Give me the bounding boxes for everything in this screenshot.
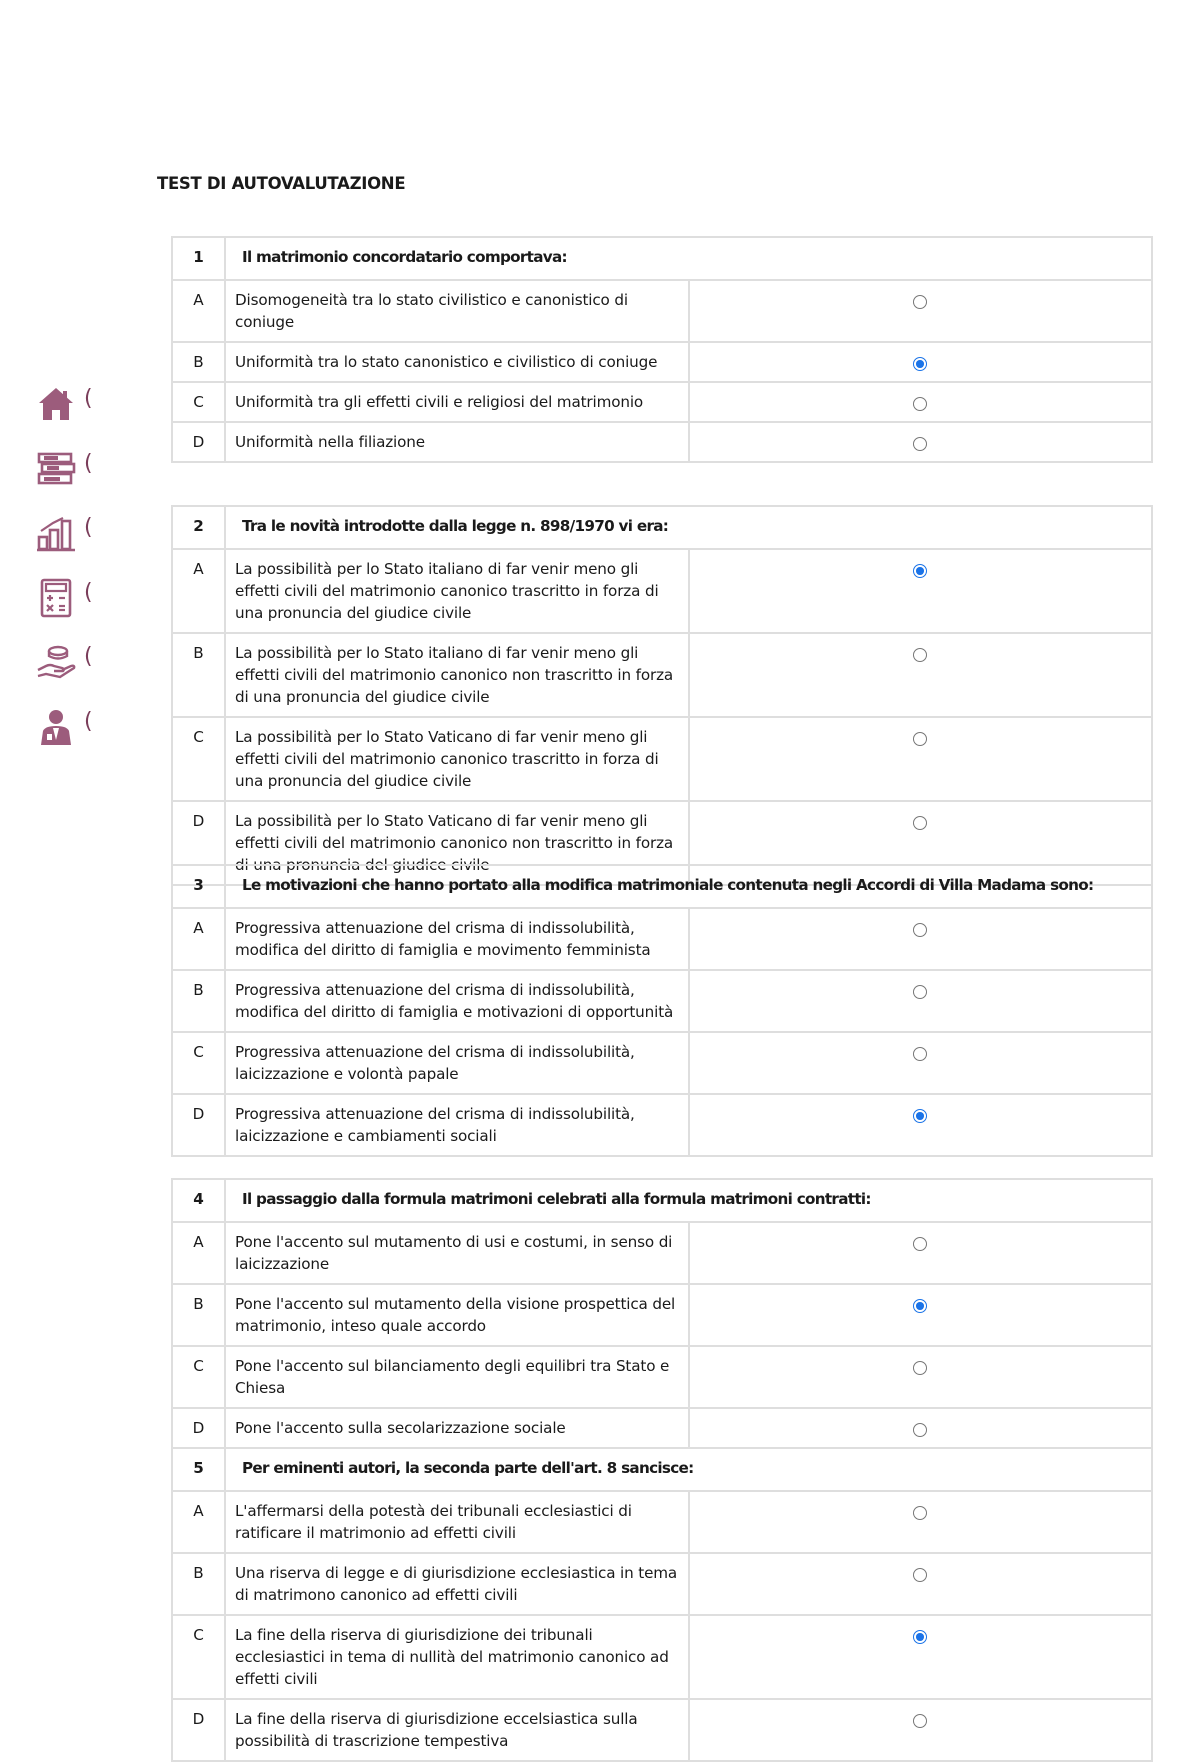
option-radio[interactable] [913,357,927,371]
question-text: Per eminenti autori, la seconda parte dell'art. 8 sancisce: [225,1448,1152,1491]
question-text: Tra le novità introdotte dalla legge n. 898/1970 vi era: [225,506,1152,549]
option-row[interactable] [172,342,1152,382]
option-letter: A [172,549,225,633]
option-radio[interactable] [913,397,927,411]
calculator-icon [36,578,76,618]
option-row[interactable] [172,1491,1152,1553]
option-text: Progressiva attenuazione del crisma di indissolubilità, modifica del diritto di famiglia e movimento femminista [225,908,689,970]
option-text: Progressiva attenuazione del crisma di indissolubilità, laicizzazione e volontà papale [225,1032,689,1094]
option-letter: B [172,342,225,382]
question-table [171,1178,1153,1449]
books-icon [36,449,76,489]
option-letter: B [172,1553,225,1615]
option-text: Pone l'accento sulla secolarizzazione sociale [225,1408,689,1448]
option-letter: C [172,1346,225,1408]
option-radio[interactable] [913,437,927,451]
option-row[interactable] [172,970,1152,1032]
option-row[interactable] [172,1222,1152,1284]
option-text: Uniformità nella filiazione [225,422,689,462]
option-radio[interactable] [913,648,927,662]
sidebar-paren: ( [84,644,93,669]
option-row[interactable] [172,1032,1152,1094]
question-number: 5 [172,1448,225,1491]
option-letter: C [172,382,225,422]
question-table [171,236,1153,463]
option-row[interactable] [172,1699,1152,1761]
home-icon [36,384,76,424]
option-radio[interactable] [913,816,927,830]
option-radio[interactable] [913,1109,927,1123]
option-row[interactable] [172,908,1152,970]
option-radio[interactable] [913,1047,927,1061]
option-letter: D [172,1408,225,1448]
option-row[interactable] [172,1553,1152,1615]
option-row[interactable] [172,1284,1152,1346]
question-number: 3 [172,865,225,908]
option-letter: A [172,280,225,342]
question-table [171,864,1153,1157]
option-letter: B [172,970,225,1032]
option-letter: D [172,801,225,885]
option-text: Disomogeneità tra lo stato civilistico e canonistico di coniuge [225,280,689,342]
question-table [171,505,1153,886]
option-text: Uniformità tra gli effetti civili e religiosi del matrimonio [225,382,689,422]
option-row[interactable] [172,422,1152,462]
option-radio[interactable] [913,732,927,746]
option-text: La fine della riserva di giurisdizione eccelsiastica sulla possibilità di trascrizione tempestiva [225,1699,689,1761]
option-letter: D [172,1699,225,1761]
page-title: TEST DI AUTOVALUTAZIONE [157,174,406,193]
question-number: 4 [172,1179,225,1222]
option-row[interactable] [172,1346,1152,1408]
option-radio[interactable] [913,1361,927,1375]
option-row[interactable] [172,382,1152,422]
option-row[interactable] [172,1615,1152,1699]
option-letter: B [172,1284,225,1346]
option-row[interactable] [172,717,1152,801]
option-radio[interactable] [913,1630,927,1644]
question-table [171,1447,1153,1762]
option-text: La possibilità per lo Stato italiano di far venir meno gli effetti civili del matrimonio canonico non trascritto in forza di una pronuncia del giudice civile [225,633,689,717]
option-radio[interactable] [913,564,927,578]
option-letter: C [172,1615,225,1699]
hand-money-icon [36,642,76,682]
option-radio[interactable] [913,1506,927,1520]
option-row[interactable] [172,633,1152,717]
question-number: 2 [172,506,225,549]
option-radio[interactable] [913,1423,927,1437]
option-radio[interactable] [913,923,927,937]
option-text: Pone l'accento sul bilanciamento degli equilibri tra Stato e Chiesa [225,1346,689,1408]
question-number: 1 [172,237,225,280]
option-text: Progressiva attenuazione del crisma di indissolubilità, laicizzazione e cambiamenti sociali [225,1094,689,1156]
option-row[interactable] [172,549,1152,633]
question-text: Il matrimonio concordatario comportava: [225,237,1152,280]
option-radio[interactable] [913,1568,927,1582]
option-letter: A [172,908,225,970]
question-text: Le motivazioni che hanno portato alla modifica matrimoniale contenuta negli Accordi di Villa Madama sono: [225,865,1152,908]
option-text: La possibilità per lo Stato Vaticano di far venir meno gli effetti civili del matrimonio canonico non trascritto in forza di una pronuncia del giudice civile [225,801,689,885]
option-radio[interactable] [913,295,927,309]
option-radio[interactable] [913,985,927,999]
option-row[interactable] [172,280,1152,342]
option-text: Uniformità tra lo stato canonistico e civilistico di coniuge [225,342,689,382]
option-letter: D [172,1094,225,1156]
option-radio[interactable] [913,1714,927,1728]
option-row[interactable] [172,1408,1152,1448]
option-text: Progressiva attenuazione del crisma di indissolubilità, modifica del diritto di famiglia e motivazioni di opportunità [225,970,689,1032]
sidebar-paren: ( [84,386,93,411]
sidebar-paren: ( [84,708,93,734]
sidebar-paren: ( [84,515,93,540]
sidebar-paren: ( [84,450,93,476]
option-row[interactable] [172,1094,1152,1156]
option-letter: A [172,1491,225,1553]
option-text: La fine della riserva di giurisdizione dei tribunali ecclesiastici in tema di nullità del matrimonio canonico ad effetti civili [225,1615,689,1699]
option-letter: D [172,422,225,462]
option-text: L'affermarsi della potestà dei tribunali ecclesiastici di ratificare il matrimonio ad effetti civili [225,1491,689,1553]
user-icon [36,707,76,747]
option-letter: C [172,1032,225,1094]
sidebar-paren: ( [84,579,93,605]
option-text: Pone l'accento sul mutamento di usi e costumi, in senso di laicizzazione [225,1222,689,1284]
option-text: La possibilità per lo Stato italiano di far venir meno gli effetti civili del matrimonio canonico trascritto in forza di una pronuncia del giudice civile [225,549,689,633]
option-text: La possibilità per lo Stato Vaticano di far venir meno gli effetti civili del matrimonio canonico trascritto in forza di una pronuncia del giudice civile [225,717,689,801]
option-text: Una riserva di legge e di giurisdizione ecclesiastica in tema di matrimono canonico ad effetti civili [225,1553,689,1615]
option-letter: C [172,717,225,801]
option-letter: B [172,633,225,717]
bar-chart-icon [36,513,76,553]
option-letter: A [172,1222,225,1284]
option-text: Pone l'accento sul mutamento della visione prospettica del matrimonio, inteso quale accordo [225,1284,689,1346]
option-radio[interactable] [913,1299,927,1313]
option-radio[interactable] [913,1237,927,1251]
question-text: Il passaggio dalla formula matrimoni celebrati alla formula matrimoni contratti: [225,1179,1152,1222]
